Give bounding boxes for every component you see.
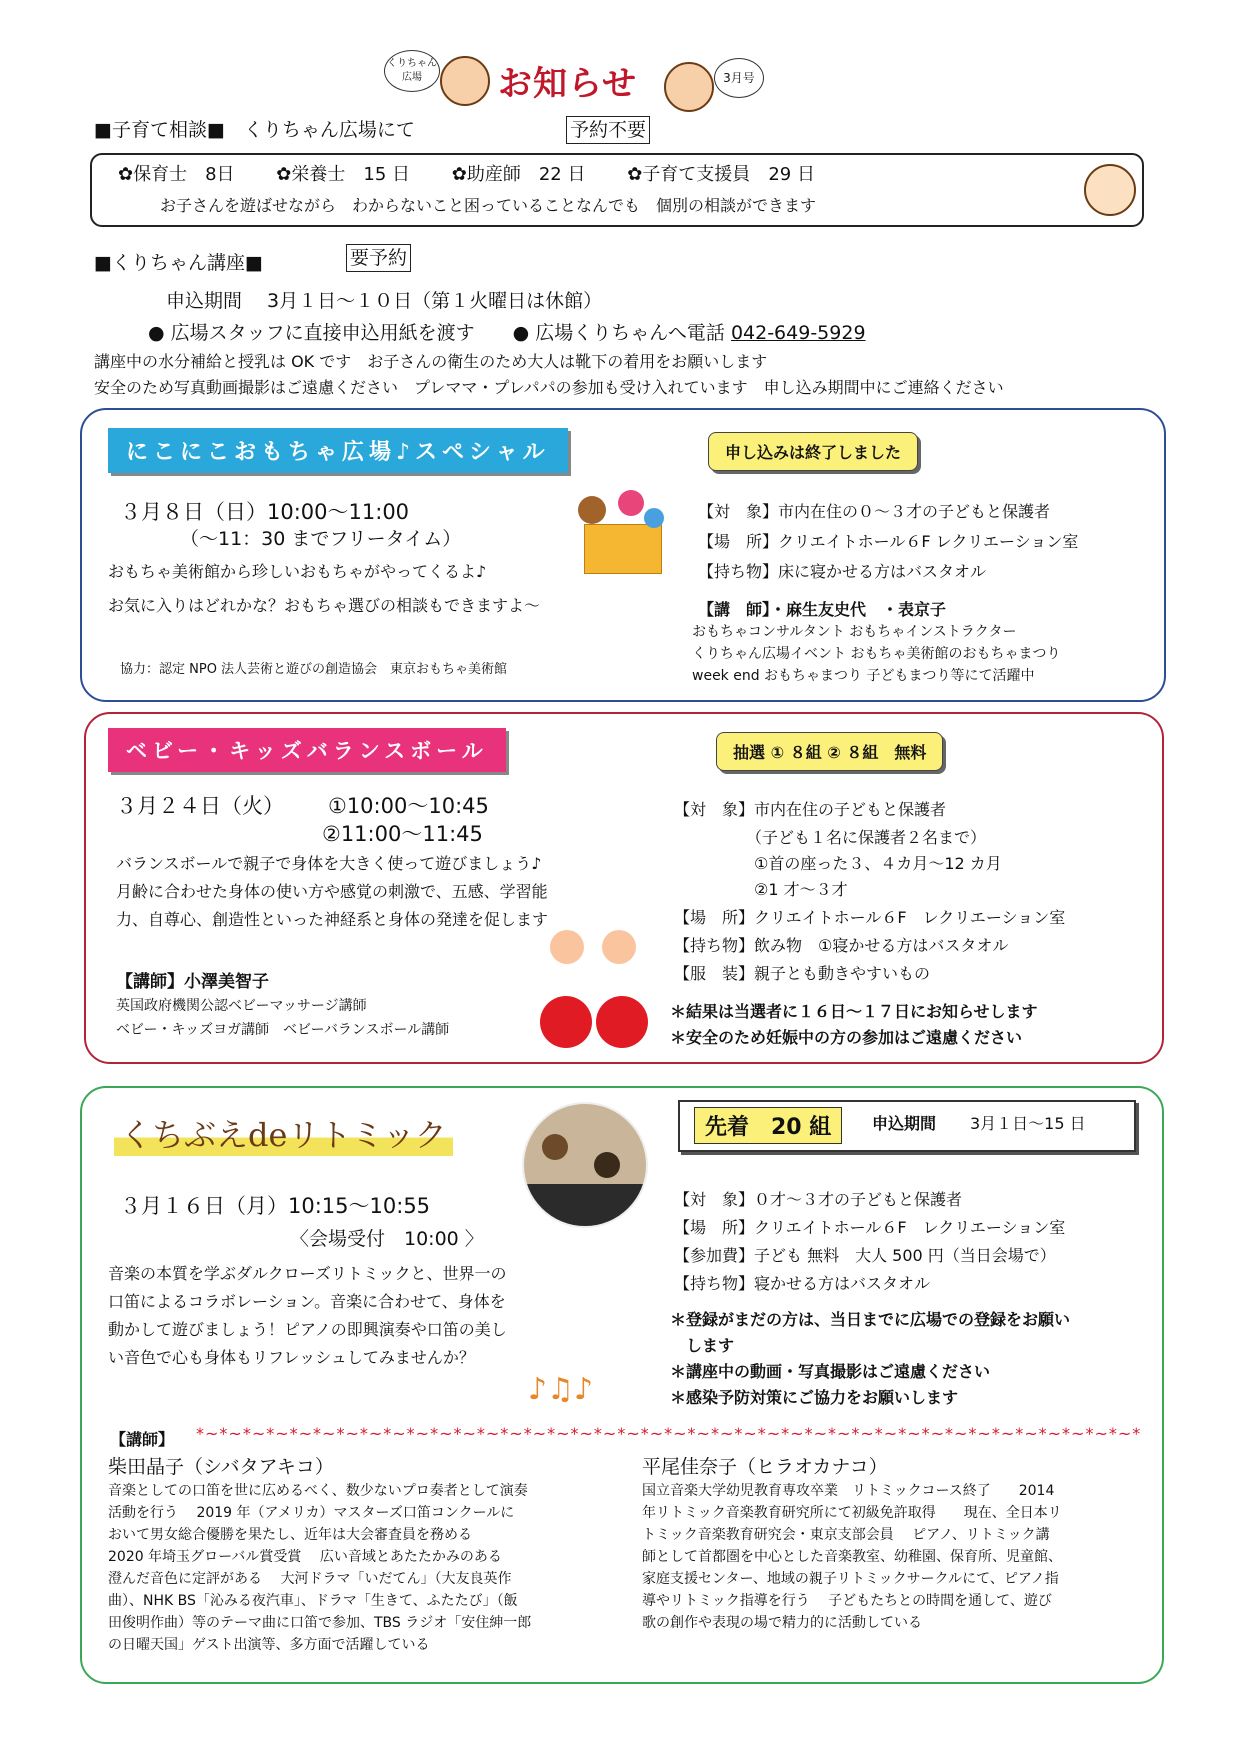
instructor1-bio-3: おいて男女総合優勝を果たし、近年は大会審査員を務める [108, 1527, 472, 1543]
event3-period: 3月１日～15 日 [970, 1114, 1086, 1133]
course-methods: ● 広場スタッフに直接申込用紙を渡す ● 広場くりちゃんへ電話 042-649-5929 [148, 322, 866, 344]
event2-desc-2: 月齢に合わせた身体の使い方や感覚の刺激で、五感、学習能 [116, 882, 548, 901]
event3-bring: 【持ち物】寝かせる方はバスタオル [674, 1274, 931, 1293]
event1-target: 【対 象】市内在住の０～３才の子どもと保護者 [698, 502, 1051, 521]
instructor1-bio-5: 澄んだ音色に定評がある 大河ドラマ「いだてん」（大友良英作 [108, 1571, 512, 1587]
event1-place: 【場 所】クリエイトホール６F レクリエーション室 [698, 532, 1079, 551]
event3-note-1: ＊登録がまだの方は、当日までに広場での登録をお願い [670, 1310, 1071, 1329]
flower-icon: ✿ [627, 164, 643, 185]
event2-instructor-line-1: 英国政府機関公認ベビーマッサージ講師 [116, 998, 367, 1014]
instructor1-bio-7: 田俊明作曲）等のテーマ曲に口笛で参加、TBS ラジオ「安住紳一郎 [108, 1615, 532, 1631]
event1-desc-2: お気に入りはどれかな？おもちゃ選びの相談もできますよ～ [108, 596, 541, 615]
instructor1-name: 柴田晶子（シバタアキコ） [108, 1456, 334, 1478]
event3-instructors-label: 【講師】 [110, 1430, 175, 1449]
instructor1-bio-4: 2020 年埼玉グローバル賞受賞 広い音域とあたたかみのある [108, 1549, 502, 1565]
instructor2-bio-4: 師として首都圏を中心とした音楽教室、幼稚園、保育所、児童館、 [642, 1549, 1062, 1565]
instructor2-bio-1: 国立音楽大学幼児教育専攻卒業 リトミックコース終了 2014 [642, 1483, 1055, 1499]
event3-desc-4: い音色で心も身体もリフレッシュしてみませんか？ [108, 1348, 475, 1367]
event1-instructor-line-1: おもちゃコンサルタント おもちゃインストラクター [692, 624, 1017, 640]
event2-note-1: ＊結果は当選者に１６日～１７日にお知らせします [670, 1002, 1038, 1021]
event1-instructor-line-3: week end おもちゃまつり 子どもまつり等にて活躍中 [692, 668, 1035, 684]
event2-target-sub-3: ②1 才～３才 [674, 880, 848, 899]
phone-number: 042-649-5929 [730, 322, 866, 344]
consult-items: ✿保育士 8日 ✿栄養士 15 日 ✿助産師 22 日 ✿子育て支援員 29 日 [118, 164, 815, 185]
event2-instructor: 【講師】小澤美智子 [116, 972, 269, 992]
event2-desc-1: バランスボールで親子で身体を大きく使って遊びましょう♪ [116, 854, 542, 873]
event3-period-label: 申込期間 [872, 1114, 937, 1133]
event2-bring: 【持ち物】飲み物 ①寝かせる方はバスタオル [674, 936, 1009, 955]
instructor2-name: 平尾佳奈子（ヒラオカナコ） [642, 1456, 888, 1478]
event3-desc-2: 口笛によるコラボレーション。音楽に合わせて、身体を [108, 1292, 506, 1311]
no-reservation-tag: 予約不要 [566, 116, 650, 144]
event2-target-sub-2: ①首の座った３、４カ月～12 カ月 [674, 854, 1002, 873]
event2-target: 【対 象】市内在住の子どもと保護者 [674, 800, 947, 819]
event2-desc-3: 力、自尊心、創造性といった神経系と身体の発達を促します [116, 910, 549, 929]
instructor2-bio-3: トミック音楽教育研究会・東京支部会員 ピアノ、リトミック講 [642, 1527, 1050, 1543]
event2-date: ３月２４日（火） [116, 794, 284, 818]
event3-title: くちぶえdeリトミック [114, 1110, 453, 1156]
instructor2-bio-5: 家庭支援センター、地域の親子リトミックサークルにて、ピアノ指 [642, 1571, 1059, 1587]
event2-time-2: ②11:00～11:45 [322, 822, 483, 846]
instructor2-bio-2: 年リトミック音楽教育研究所にて初級免許取得 現在、全日本リ [642, 1505, 1062, 1521]
instructor1-bio-8: の日曜天国」ゲスト出演等、多方面で活躍している [108, 1637, 430, 1653]
baby-face-icon [664, 62, 714, 112]
course-note-1: 講座中の水分補給と授乳は OK です お子さんの衛生のため大人は靴下の着用をお願いします [94, 352, 768, 371]
flower-icon: ✿ [118, 164, 134, 185]
hiroba-bubble: くりちゃん広場 [384, 50, 440, 92]
event3-note-1b: します [670, 1336, 735, 1355]
flower-icon: ✿ [276, 164, 292, 185]
instructor1-bio-2: 活動を行う 2019 年（アメリカ）マスターズ口笛コンクールに [108, 1505, 515, 1521]
instructor1-bio-1: 音楽としての口笛を世に広めるべく、数少ないプロ奏者として演奏 [108, 1483, 528, 1499]
instructor1-bio-6: 曲）、NHK BS「沁みる夜汽車」、ドラマ「生きて、ふたたび」（飯 [108, 1593, 518, 1609]
event1-instructor-line-2: くりちゃん広場イベント おもちゃ美術館のおもちゃまつり [692, 646, 1061, 662]
course-period: 申込期間 3月１日～１０日（第１火曜日は休館） [166, 290, 603, 312]
event3-date: ３月１６日（月）10:15～10:55 [120, 1194, 431, 1218]
event2-place: 【場 所】クリエイトホール６F レクリエーション室 [674, 908, 1066, 927]
event2-note-2: ＊安全のため妊娠中の方の参加はご遠慮ください [670, 1028, 1023, 1047]
event2-time-1: ①10:00～10:45 [328, 794, 489, 818]
event3-note-2: ＊講座中の動画・写真撮影はご遠慮ください [670, 1362, 991, 1381]
issue-bubble: 3月号 [714, 58, 764, 98]
event1-date-sub: （～11：30 までフリータイム） [180, 528, 462, 550]
event2-clothing: 【服 装】親子とも動きやすいもの [674, 964, 931, 983]
course-heading: ■くりちゃん講座■ [94, 252, 263, 274]
event1-title: にこにこおもちゃ広場♪スペシャル [108, 428, 568, 473]
balance-ball-illustration [540, 930, 650, 1050]
event3-desc-1: 音楽の本質を学ぶダルクローズリトミックと、世界一の [108, 1264, 507, 1283]
page-title: お知らせ [498, 64, 637, 104]
instructor2-bio-7: 歌の創作や表現の場で精力的に活動している [642, 1615, 922, 1631]
consult-heading: ■子育て相談■ くりちゃん広場にて [94, 119, 415, 141]
event3-desc-3: 動かして遊びましょう！ピアノの即興演奏や口笛の美し [108, 1320, 507, 1339]
event3-note-3: ＊感染予防対策にご協力をお願いします [670, 1388, 959, 1407]
event3-fee: 【参加費】子ども 無料 大人 500 円（当日会場で） [674, 1246, 1056, 1265]
event2-title: ベビー・キッズバランスボール [108, 728, 506, 772]
rhythmic-photo [522, 1102, 648, 1228]
event1-desc-1: おもちゃ美術館から珍しいおもちゃがやってくるよ♪ [108, 562, 487, 581]
event3-first-come: 先着 20 組 [694, 1107, 842, 1144]
baby-face-icon [440, 56, 490, 106]
decorative-stars: *~*~*~*~*~*~*~*~*~*~*~*~*~*~*~*~*~*~*~*~*~*~*~*~*~*~*~*~*~*~*~*~*~*~*~*~*~*~*~*~* [196, 1424, 1142, 1443]
event1-bring: 【持ち物】床に寝かせる方はバスタオル [698, 562, 987, 581]
reservation-required-tag: 要予約 [346, 244, 411, 272]
event3-place: 【場 所】クリエイトホール６F レクリエーション室 [674, 1218, 1066, 1237]
consult-note: お子さんを遊ばせながら わからないこと困っていることなんでも 個別の相談ができます [160, 196, 817, 215]
grandpa-face-icon [1084, 164, 1136, 216]
event3-target: 【対 象】０才～３才の子どもと保護者 [674, 1190, 963, 1209]
event3-date-sub: 〈会場受付 10:00 〉 [290, 1228, 484, 1250]
course-note-2: 安全のため写真動画撮影はご遠慮ください プレママ・プレパパの参加も受け入れています 申し込み期間中にご連絡ください [94, 378, 1004, 397]
event2-instructor-line-2: ベビー・キッズヨガ講師 ベビーバランスボール講師 [116, 1022, 450, 1038]
event1-date: ３月８日（日）10:00～11:00 [120, 500, 410, 524]
flower-icon: ✿ [451, 164, 467, 185]
event2-status: 抽選 ① ８組 ② ８組 無料 [716, 732, 943, 771]
instructor2-bio-6: 導やリトミック指導を行う 子どもたちとの時間を通して、遊び [642, 1593, 1052, 1609]
music-notes-icon: ♪♫♪ [528, 1372, 594, 1407]
event1-cooperation: 協力：認定 NPO 法人芸術と遊びの創造協会 東京おもちゃ美術館 [120, 662, 508, 677]
toy-box-illustration [574, 488, 674, 578]
event2-target-sub-1: （子ども１名に保護者２名まで） [674, 828, 987, 847]
event1-status: 申し込みは終了しました [708, 432, 918, 471]
event1-instructor: 【講 師】・麻生友史代 ・表京子 [698, 600, 947, 619]
